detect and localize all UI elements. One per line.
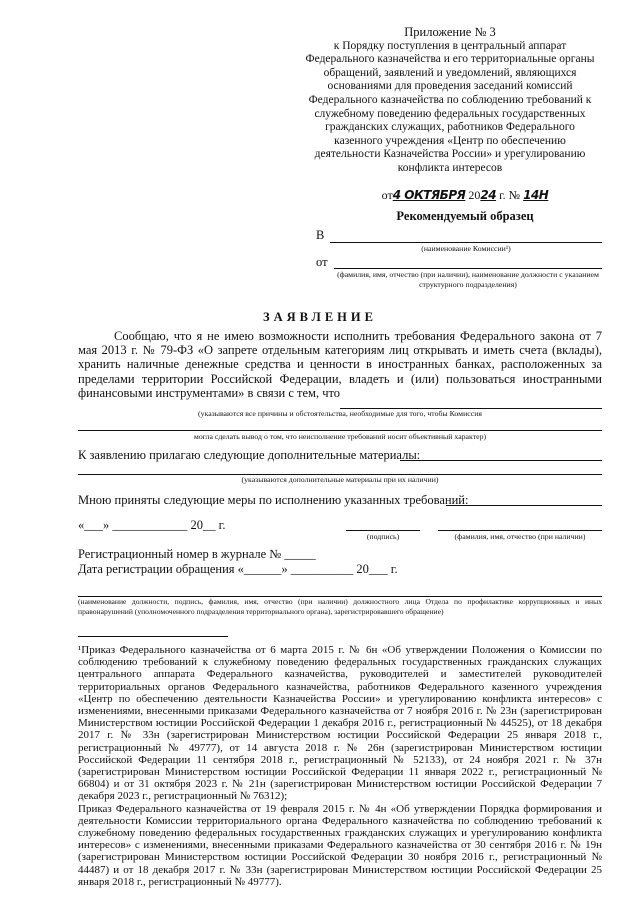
footnotes — [78, 644, 602, 888]
measures-text: Мною приняты следующие меры по исполнению указанных требований: — [78, 493, 469, 507]
from-prefix: от — [316, 255, 328, 269]
statement-body — [78, 329, 602, 400]
signature-line — [346, 530, 420, 531]
number-prefix: г. № — [499, 188, 521, 202]
registration-number: Регистрационный номер в журнале № _____ — [78, 547, 316, 561]
appendix-date-line — [330, 188, 600, 203]
handwritten-year: 24 — [480, 188, 497, 202]
appendix-block — [300, 26, 600, 176]
registration-date: Дата регистрации обращения «______» __________ 20___ г. — [78, 562, 398, 576]
handwritten-number: 14Н — [523, 188, 549, 202]
footnote-rule — [78, 636, 228, 637]
name-caption: (фамилия, имя, отчество (при наличии) — [454, 532, 586, 541]
to-prefix: В — [316, 228, 325, 242]
signature-caption: (подпись) — [366, 532, 400, 541]
reason-caption-2: могла сделать вывод о том, что неисполнение требований носит объективный характер) — [193, 432, 487, 441]
to-field-line — [330, 242, 602, 243]
statement-paragraph: Сообщаю, что я не имею возможности исполнить требования Федерального закона от 7 мая 2013 г. № 79-ФЗ «О запрете отдельным категориям лиц открывать и иметь счета (вклады), хранить наличные денежные средства и ценности в иностранных банках, расположенных за пределами территории Российской Федерации, владеть и (или) пользоваться иностранными финансовыми инструментами» в связи с тем, что — [78, 329, 602, 400]
official-caption: (наименование должности, подпись, фамилия, имя, отчество (при наличии) должностного лица Отдела по профилактике коррупционных и иных правонарушений (уполномоченного подразделения территориального органа), зарегистрировавшего обращение) — [78, 597, 602, 616]
to-caption: (наименование Комиссии¹) — [421, 244, 511, 253]
attach-text: К заявлению прилагаю следующие дополнительные материалы: — [78, 448, 421, 462]
appendix-title: Приложение № 3 — [404, 25, 496, 39]
date-prefix: от — [381, 188, 393, 202]
handwritten-date: 4 ОКТЯБРЯ — [392, 188, 466, 202]
sample-label: Рекомендуемый образец — [396, 209, 534, 223]
measures-field-line — [446, 505, 602, 506]
year-prefix: 20 — [468, 188, 481, 202]
from-field-line — [334, 268, 602, 269]
reason-field-line-2 — [78, 430, 602, 431]
appendix-text: к Порядку поступления в центральный аппарат Федерального казначейства и его территориальные органы обращений, заявлений и уведомлений, являющихся основаниями для проведения заседаний комиссий Федерального казначейства по соблюдению требований к служебному поведению федеральных государственных гражданских служащих, работников Федерального казенного учреждения «Центр по обеспечению деятельности Казначейства России» и урегулированию конфликта интересов — [305, 39, 595, 174]
statement-date-line: «___» ____________ 20__ г. — [78, 518, 226, 532]
reason-caption-1: (указываются все причины и обстоятельства, необходимые для того, чтобы Комиссия — [198, 409, 482, 418]
statement-heading: ЗАЯВЛЕНИЕ — [263, 310, 377, 324]
footnote-1: ¹Приказ Федерального казначейства от 6 марта 2015 г. № 6н «Об утверждении Положения о Комиссии по соблюдению требований к служебному поведению федеральных государственных гражданских служащих центрального аппарата Федерального казначейства, руководителей и заместителей руководителей территориальных органов Федерального казначейства, работников Федерального казенного учреждения «Центр по обеспечению деятельности Казначейства России» и урегулированию конфликта интересов» с изменениями, внесенными приказами Федерального казначейства от 7 ноября 2016 г. № 23н (зарегистрирован Министерством юстиции Российской Федерации 1 декабря 2016 г., регистрационный № 44525), от 18 декабря 2017 г. № 33н (зарегистрирован Министерством юстиции Российской Федерации 25 января 2018 г., регистрационный № 49777), от 14 августа 2018 г. № 26н (зарегистрирован Министерством юстиции Российской Федерации 11 сентября 2018 г., регистрационный № 52133), от 24 ноября 2021 г. № 37н (зарегистрирован Министерством юстиции Российской Федерации 11 января 2022 г., регистрационный № 66804) и от 31 октября 2023 г. № 21н (зарегистрирован Министерством юстиции Российской Федерации 7 декабря 2023 г., регистрационный № 76312); — [78, 644, 602, 803]
footnote-2: Приказ Федерального казначейства от 19 февраля 2015 г. № 4н «Об утверждении Порядка формирования и деятельности Комиссии территориального органа Федерального казначейства по соблюдению требований к служебному поведению федеральных государственных гражданских служащих и урегулированию конфликта интересов» с изменениями, внесенными приказами Федерального казначейства от 30 сентября 2016 г. № 19н (зарегистрирован Министерством юстиции Российской Федерации 30 ноября 2016 г., регистрационный № 44487) и от 18 декабря 2017 г. № 33н (зарегистрирован Министерством юстиции Российской Федерации 25 января 2018 г., регистрационный № 49777). — [78, 802, 602, 888]
name-line — [438, 530, 602, 531]
attach-field-line-1 — [400, 460, 602, 461]
from-caption: (фамилия, имя, отчество (при наличии), наименование должности с указанием структурного подразделения) — [337, 270, 599, 289]
attach-caption: (указываются дополнительные материалы при их наличии) — [241, 475, 439, 484]
